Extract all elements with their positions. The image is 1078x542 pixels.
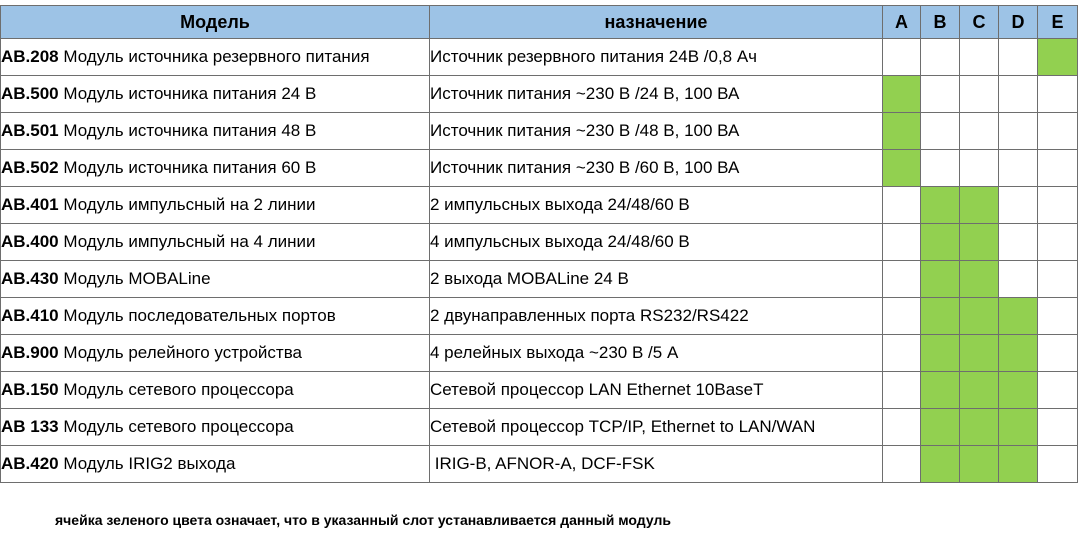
model-name: Модуль импульсный на 4 линии [63, 232, 316, 251]
table-row [1, 298, 1078, 335]
slot-c-cell [960, 39, 999, 76]
model-code: АВ.410 [1, 306, 59, 325]
header-slot-a: A [883, 6, 921, 39]
model-cell [1, 39, 430, 76]
slot-c-cell [960, 298, 999, 335]
model-code: АВ.208 [1, 47, 59, 66]
purpose-cell: IRIG-B, AFNOR-A, DCF-FSK [430, 446, 883, 483]
slot-e-cell [1038, 409, 1078, 446]
model-name: Модуль источника питания 24 В [63, 84, 317, 103]
model-name: Модуль релейного устройства [63, 343, 302, 362]
slot-d-cell [999, 298, 1038, 335]
slot-d-cell [999, 372, 1038, 409]
table-body [1, 39, 1078, 483]
slot-e-cell [1038, 372, 1078, 409]
header-slot-c: C [960, 6, 999, 39]
slot-e-cell [1038, 446, 1078, 483]
slot-a-cell [883, 409, 921, 446]
model-code: АВ.430 [1, 269, 59, 288]
table-row [1, 76, 1078, 113]
slot-b-cell [921, 372, 960, 409]
slot-c-cell [960, 113, 999, 150]
slot-b-cell [921, 335, 960, 372]
slot-b-cell [921, 39, 960, 76]
slot-c-cell [960, 372, 999, 409]
model-code: АВ 133 [1, 417, 59, 436]
slot-d-cell [999, 76, 1038, 113]
slot-d-cell [999, 150, 1038, 187]
purpose-cell: Источник резервного питания 24В /0,8 Ач [430, 39, 883, 76]
header-model: Модель [1, 6, 430, 39]
model-cell [1, 224, 430, 261]
slot-c-cell [960, 150, 999, 187]
model-name: Модуль источника резервного питания [63, 47, 370, 66]
model-name: Модуль MOBALine [63, 269, 211, 288]
slot-a-cell [883, 76, 921, 113]
slot-d-cell [999, 409, 1038, 446]
slot-b-cell [921, 409, 960, 446]
model-cell [1, 335, 430, 372]
slot-e-cell [1038, 150, 1078, 187]
slot-c-cell [960, 76, 999, 113]
model-code: АВ.501 [1, 121, 59, 140]
slot-b-cell [921, 261, 960, 298]
slot-b-cell [921, 298, 960, 335]
purpose-cell: Сетевой процессор LAN Ethernet 10BaseT [430, 372, 883, 409]
slot-e-cell [1038, 76, 1078, 113]
slot-a-cell [883, 187, 921, 224]
model-cell [1, 113, 430, 150]
model-code: АВ.900 [1, 343, 59, 362]
slot-b-cell [921, 224, 960, 261]
slot-e-cell [1038, 113, 1078, 150]
slot-a-cell [883, 335, 921, 372]
table-row [1, 150, 1078, 187]
header-purpose: назначение [430, 6, 883, 39]
slot-a-cell [883, 150, 921, 187]
modules-table [0, 5, 1078, 483]
slot-e-cell [1038, 298, 1078, 335]
slot-a-cell [883, 372, 921, 409]
slot-d-cell [999, 335, 1038, 372]
model-code: АВ.400 [1, 232, 59, 251]
slot-c-cell [960, 261, 999, 298]
slot-c-cell [960, 409, 999, 446]
slot-a-cell [883, 446, 921, 483]
slot-e-cell [1038, 261, 1078, 298]
model-code: АВ.401 [1, 195, 59, 214]
purpose-cell: 2 двунаправленных порта RS232/RS422 [430, 298, 883, 335]
slot-e-cell [1038, 335, 1078, 372]
slot-e-cell [1038, 187, 1078, 224]
model-cell [1, 187, 430, 224]
slot-e-cell [1038, 39, 1078, 76]
table-row [1, 446, 1078, 483]
slot-c-cell [960, 187, 999, 224]
header-slot-b: B [921, 6, 960, 39]
model-name: Модуль импульсный на 2 линии [63, 195, 316, 214]
slot-b-cell [921, 76, 960, 113]
purpose-cell: Источник питания ~230 В /48 В, 100 ВА [430, 113, 883, 150]
slot-b-cell [921, 150, 960, 187]
slot-a-cell [883, 113, 921, 150]
model-name: Модуль последовательных портов [63, 306, 336, 325]
slot-d-cell [999, 446, 1038, 483]
slot-a-cell [883, 261, 921, 298]
model-code: АВ.500 [1, 84, 59, 103]
model-cell [1, 76, 430, 113]
model-code: АВ.502 [1, 158, 59, 177]
slot-c-cell [960, 335, 999, 372]
purpose-cell: 2 выхода MOBALine 24 В [430, 261, 883, 298]
table-row [1, 113, 1078, 150]
slot-b-cell [921, 187, 960, 224]
table-row [1, 39, 1078, 76]
model-cell [1, 409, 430, 446]
model-cell [1, 372, 430, 409]
purpose-cell: 4 релейных выхода ~230 В /5 А [430, 335, 883, 372]
slot-d-cell [999, 113, 1038, 150]
slot-a-cell [883, 298, 921, 335]
model-code: АВ.150 [1, 380, 59, 399]
slot-b-cell [921, 113, 960, 150]
purpose-cell: 2 импульсных выхода 24/48/60 В [430, 187, 883, 224]
table-row [1, 335, 1078, 372]
slot-a-cell [883, 224, 921, 261]
slot-d-cell [999, 39, 1038, 76]
model-name: Модуль IRIG2 выхода [63, 454, 236, 473]
model-cell [1, 298, 430, 335]
slot-d-cell [999, 261, 1038, 298]
model-code: АВ.420 [1, 454, 59, 473]
model-name: Модуль сетевого процессора [63, 380, 294, 399]
slot-b-cell [921, 446, 960, 483]
model-cell [1, 261, 430, 298]
purpose-cell: Сетевой процессор TCP/IP, Ethernet to LAN/WAN [430, 409, 883, 446]
purpose-cell: 4 импульсных выхода 24/48/60 В [430, 224, 883, 261]
table-row [1, 372, 1078, 409]
model-cell [1, 446, 430, 483]
model-name: Модуль источника питания 60 В [63, 158, 317, 177]
header-slot-e: E [1038, 6, 1078, 39]
legend-note: ячейка зеленого цвета означает, что в указанный слот устанавливается данный модуль [55, 512, 671, 528]
slot-c-cell [960, 446, 999, 483]
table-row [1, 261, 1078, 298]
model-name: Модуль сетевого процессора [63, 417, 294, 436]
purpose-cell: Источник питания ~230 В /24 В, 100 ВА [430, 76, 883, 113]
table-header [1, 6, 1078, 39]
slot-e-cell [1038, 224, 1078, 261]
header-row [1, 6, 1078, 39]
purpose-cell: Источник питания ~230 В /60 В, 100 ВА [430, 150, 883, 187]
table-row [1, 187, 1078, 224]
table-row [1, 409, 1078, 446]
model-name: Модуль источника питания 48 В [63, 121, 317, 140]
slot-a-cell [883, 39, 921, 76]
slot-d-cell [999, 224, 1038, 261]
header-slot-d: D [999, 6, 1038, 39]
model-cell [1, 150, 430, 187]
slot-d-cell [999, 187, 1038, 224]
table-row [1, 224, 1078, 261]
slot-c-cell [960, 224, 999, 261]
